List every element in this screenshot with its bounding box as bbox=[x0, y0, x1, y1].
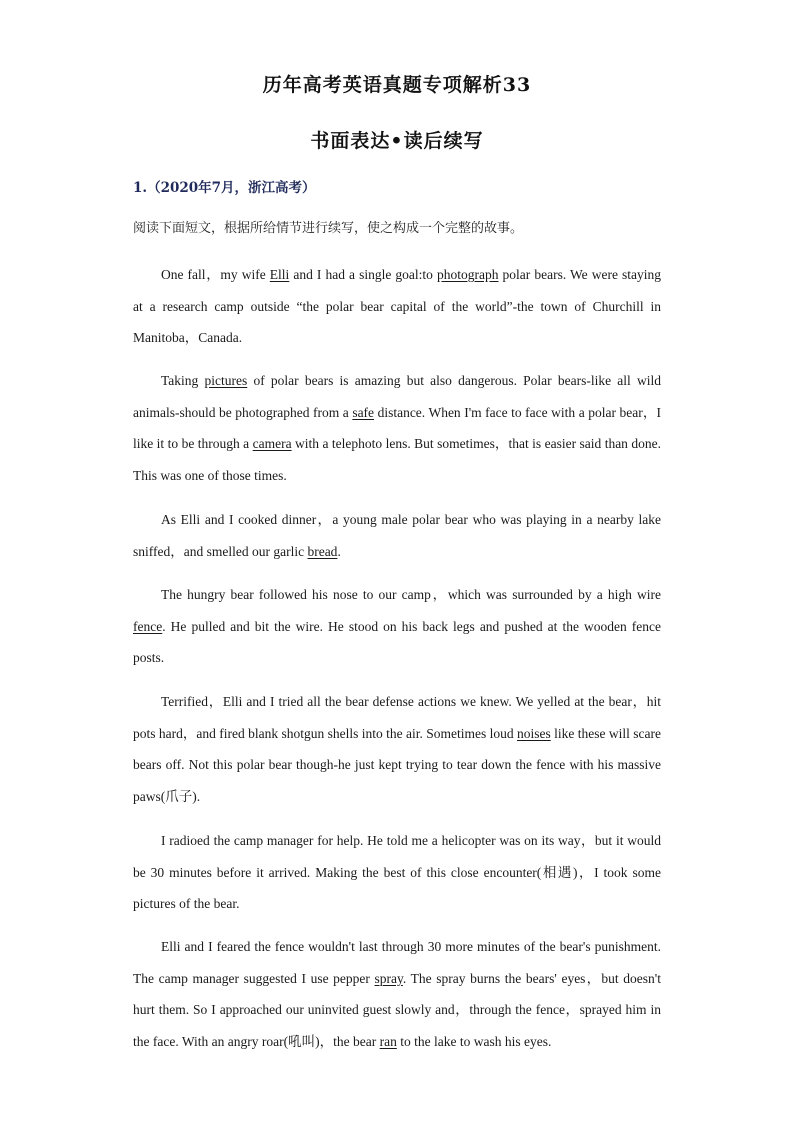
underlined-word: noises bbox=[517, 725, 551, 741]
underlined-word: photograph bbox=[436, 267, 499, 282]
text-span: Taking bbox=[161, 373, 205, 388]
underlined-word: bread bbox=[307, 543, 338, 559]
paragraph-6 bbox=[133, 825, 661, 920]
underlined-word: spray bbox=[374, 970, 403, 986]
text-span: to the lake to wash his eyes. bbox=[396, 1033, 552, 1049]
text-span: polar bears. We were staying at a research camp outside “the polar bear capital of the world”-the town of Churchill in Manitoba，Canada. bbox=[133, 267, 662, 345]
underlined-word: safe bbox=[352, 404, 375, 420]
text-span: . He pulled and bit the wire. He stood on his back legs and pushed at the wooden fence posts. bbox=[133, 618, 661, 665]
underlined-word: ran bbox=[379, 1033, 397, 1049]
instruction-text: 阅读下面短文，根据所给情节进行续写，使之构成一个完整的故事。 bbox=[133, 221, 524, 236]
text-span: One fall，my wife bbox=[161, 267, 270, 282]
document-subtitle: 书面表达•读后续写 bbox=[310, 130, 484, 152]
paragraph-7 bbox=[133, 931, 661, 1057]
question-header: 1.（2020年7月，浙江高考） bbox=[133, 180, 316, 196]
text-span: with a telephoto lens. But sometimes，that is easier said than done. This was one of those times. bbox=[133, 436, 661, 483]
text-span: Terrified，Elli and I tried all the bear defense actions we knew. We yelled at the bear，hit pots hard，and fired blank shotgun shells into the air. Sometimes loud bbox=[133, 694, 661, 741]
text-span: The hungry bear followed his nose to our camp，which was surrounded by a high wire bbox=[161, 587, 661, 602]
text-span: As Elli and I cooked dinner，a young male polar bear who was playing in a nearby lake sniffed，and smelled our garlic bbox=[133, 512, 661, 559]
underlined-word: fence bbox=[133, 618, 163, 634]
paragraph-4 bbox=[133, 579, 661, 674]
paragraph-1 bbox=[133, 259, 661, 354]
document-title: 历年高考英语真题专项解析33 bbox=[262, 74, 532, 96]
paragraph-5 bbox=[133, 686, 661, 812]
text-span: of polar bears is amazing but also dangerous. Polar bears-like all wild animals-should be photographed from a bbox=[133, 373, 661, 420]
text-span: and I had a single goal:to bbox=[289, 267, 437, 282]
text-span: I radioed the camp manager for help. He told me a helicopter was on its way，but it would be 30 minutes before it arrived. Making the best of this close encounter(相遇)，I took some pictures of the bear. bbox=[133, 833, 661, 911]
text-span: . The spray burns the bears' eyes，but doesn't hurt them. So I approached our uninvited guest slowly and，through the fence，sprayed him in the face. With an angry roar(吼叫)，the bear bbox=[133, 970, 661, 1049]
underlined-word: pictures bbox=[204, 373, 248, 388]
text-span: distance. When I'm face to face with a polar bear，I like it to be through a bbox=[133, 404, 661, 451]
paragraph-2 bbox=[133, 365, 661, 491]
underlined-word: Elli bbox=[269, 267, 290, 282]
text-span: Elli and I feared the fence wouldn't last through 30 more minutes of the bear's punishment. The camp manager suggested I use pepper bbox=[133, 939, 661, 986]
text-span: . bbox=[337, 543, 341, 559]
paragraph-3 bbox=[133, 504, 661, 567]
underlined-word: camera bbox=[252, 436, 292, 451]
text-span: like these will scare bears off. Not this polar bear though-he just kept trying to tear down the fence with his massive paws(爪子). bbox=[133, 725, 661, 804]
